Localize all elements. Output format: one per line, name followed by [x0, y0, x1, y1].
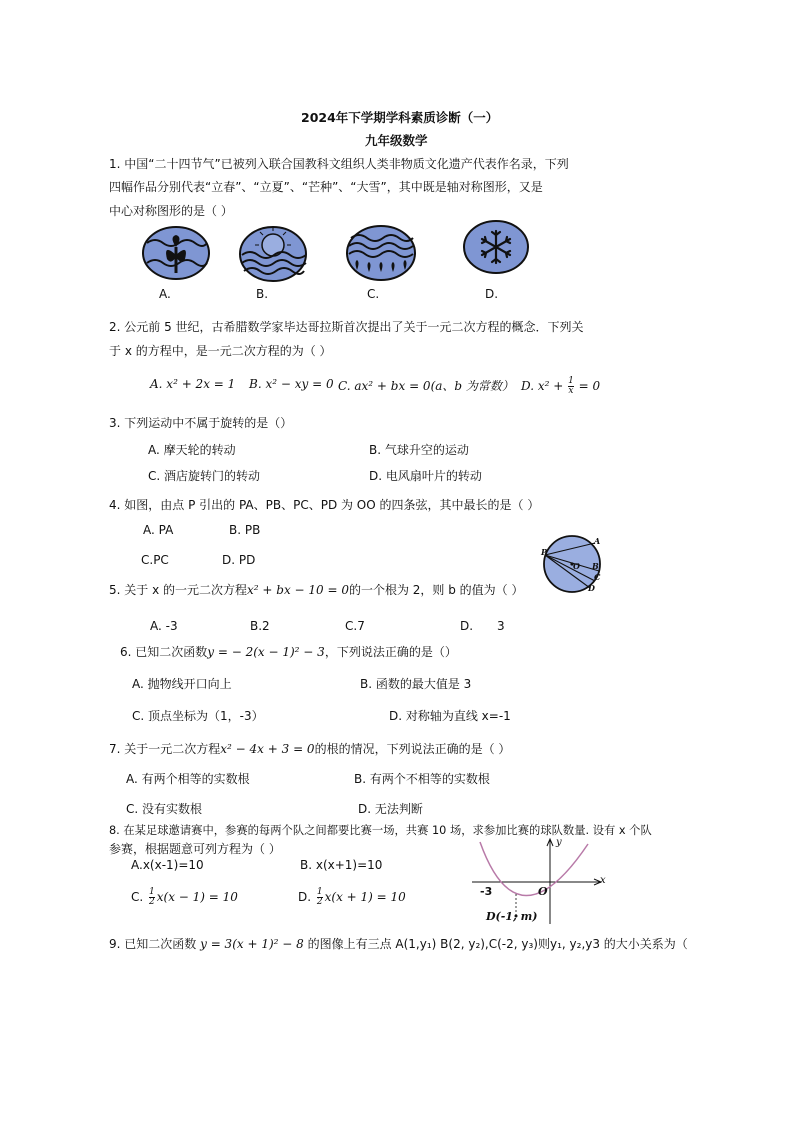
option-8-c-frac-den: 2: [149, 897, 155, 907]
option-6-d: D. 对称轴为直线 x=-1: [389, 709, 511, 723]
question-7-suffix: 的根的情况，下列说法正确的是（ ）: [314, 742, 511, 756]
option-6-c: C. 顶点坐标为（1，-3）: [132, 709, 264, 723]
option-8-c-frac-num: 1: [149, 887, 155, 897]
option-3-d: D. 电风扇叶片的转动: [369, 469, 482, 483]
page-title: 2024年下学期学科素质诊断（一）: [301, 110, 499, 125]
question-1-line-3: 中心对称图形的是（ ）: [109, 204, 233, 218]
option-2-a: A. x² + 2x = 1: [150, 377, 236, 391]
option-2-d: [521, 377, 600, 396]
option-8-c: [131, 888, 238, 907]
question-4-stem: 4. 如图，由点 P 引出的 PA、PB、PC、PD 为 OO 的四条弦，其中最长的是（ ）: [109, 498, 540, 512]
question-5-prefix: 5. 关于 x 的一元二次方程: [109, 583, 247, 597]
option-3-b: B. 气球升空的运动: [369, 443, 469, 457]
question-5-stem: [109, 581, 524, 598]
option-5-a: A. -3: [150, 619, 178, 633]
option-1-d: D.: [485, 287, 499, 301]
figure-label-o: O: [573, 561, 580, 571]
question-6-suffix: ，下列说法正确的是（）: [324, 645, 457, 659]
option-2-d-frac-num: 1: [568, 376, 574, 386]
graph-label-vertex: D(-1, m): [486, 910, 538, 923]
graph-label-x: x: [600, 875, 606, 886]
option-7-c: C. 没有实数根: [126, 802, 203, 816]
question-2-line-2: 于 x 的方程中，是一元二次方程的为（ ）: [109, 344, 332, 358]
option-4-d: D. PD: [222, 553, 256, 567]
option-3-a: A. 摩天轮的转动: [148, 443, 236, 457]
option-2-c: C. ax² + bx = 0(a、b 为常数）: [338, 379, 514, 393]
option-5-d-value: 3: [497, 619, 505, 633]
question-5-equation: x² + bx − 10 = 0: [247, 583, 349, 597]
question-7-prefix: 7. 关于一元二次方程: [109, 742, 221, 756]
question-6-stem: [120, 643, 457, 660]
option-6-a: A. 抛物线开口向上: [132, 677, 232, 691]
option-2-d-prefix: D. x² +: [521, 379, 568, 393]
figure-label-a: A: [594, 536, 601, 546]
question-9-stem: [109, 935, 688, 952]
option-8-d-equation: x(x + 1) = 10: [324, 890, 406, 904]
option-6-b: B. 函数的最大值是 3: [360, 677, 472, 691]
option-7-a: A. 有两个相等的实数根: [126, 772, 250, 786]
option-8-a: A.x(x-1)=10: [131, 858, 204, 872]
option-7-b: B. 有两个不相等的实数根: [354, 772, 490, 786]
solar-term-image-d: [462, 219, 530, 275]
option-5-d-label: D.: [460, 619, 474, 633]
question-8-line-1: 8. 在某足球邀请赛中，参赛的每两个队之间都要比赛一场，共赛 10 场，求参加比赛的球队数量. 设有 x 个队: [109, 824, 652, 837]
option-3-c: C. 酒店旋转门的转动: [148, 469, 261, 483]
solar-term-image-a: [141, 225, 211, 281]
option-8-c-prefix: C.: [131, 890, 144, 904]
option-7-d: D. 无法判断: [358, 802, 423, 816]
question-9-equation: y = 3(x + 1)² − 8: [200, 937, 304, 951]
question-9-suffix: 的图像上有三点 A(1,y₁) B(2, y₂),C(-2, y₃)则y₁, y₂,y3 的大小关系为（: [303, 937, 688, 951]
option-8-b: B. x(x+1)=10: [300, 858, 383, 872]
page-subtitle: 九年级数学: [365, 133, 428, 148]
question-9-prefix: 9. 已知二次函数: [109, 937, 201, 951]
question-6-equation: y = − 2(x − 1)² − 3: [207, 645, 325, 659]
option-2-b: B. x² − xy = 0: [249, 377, 334, 391]
question-1-line-1: 1. 中国“二十四节气”已被列入联合国教科文组织人类非物质文化遗产代表作名录，下列: [109, 157, 569, 171]
figure-label-d: D: [588, 583, 595, 593]
option-8-d-frac-den: 2: [316, 897, 323, 907]
question-6-prefix: 6. 已知二次函数: [120, 645, 208, 659]
question-1-line-2: 四幅作品分别代表“立春”、“立夏”、“芒种”、“大雪”，其中既是轴对称图形，又是: [109, 180, 543, 194]
option-8-d: [298, 888, 406, 907]
graph-label-origin: O: [538, 885, 548, 898]
graph-label-neg3: -3: [480, 885, 493, 898]
solar-term-image-b: [238, 225, 308, 283]
option-5-b: B.2: [250, 619, 270, 633]
question-7-stem: [109, 740, 510, 757]
option-1-b: B.: [256, 287, 269, 301]
option-4-a: A. PA: [143, 523, 174, 537]
option-2-d-frac-den: x: [568, 386, 574, 396]
option-5-c: C.7: [345, 619, 365, 633]
option-8-d-frac-num: 1: [316, 887, 323, 897]
figure-label-c: C: [594, 572, 601, 582]
graph-label-y: y: [556, 837, 562, 848]
option-2-d-suffix: = 0: [574, 379, 601, 393]
option-4-c: C.PC: [141, 553, 169, 567]
figure-label-b: B: [592, 561, 599, 571]
figure-label-p: P: [541, 547, 548, 557]
option-8-d-prefix: D.: [298, 890, 312, 904]
question-8-line-2: 参赛，根据题意可列方程为（ ）: [109, 842, 281, 856]
question-3-stem: 3. 下列运动中不属于旋转的是（）: [109, 416, 293, 430]
option-4-b: B. PB: [229, 523, 261, 537]
option-1-a: A.: [159, 287, 171, 301]
question-7-equation: x² − 4x + 3 = 0: [220, 742, 315, 756]
option-1-c: C.: [367, 287, 380, 301]
option-8-c-equation: x(x − 1) = 10: [156, 890, 238, 904]
solar-term-image-c: [345, 224, 417, 282]
question-2-line-1: 2. 公元前 5 世纪，古希腊数学家毕达哥拉斯首次提出了关于一元二次方程的概念．下列关: [109, 320, 584, 334]
question-5-suffix: 的一个根为 2，则 b 的值为（ ）: [348, 583, 524, 597]
